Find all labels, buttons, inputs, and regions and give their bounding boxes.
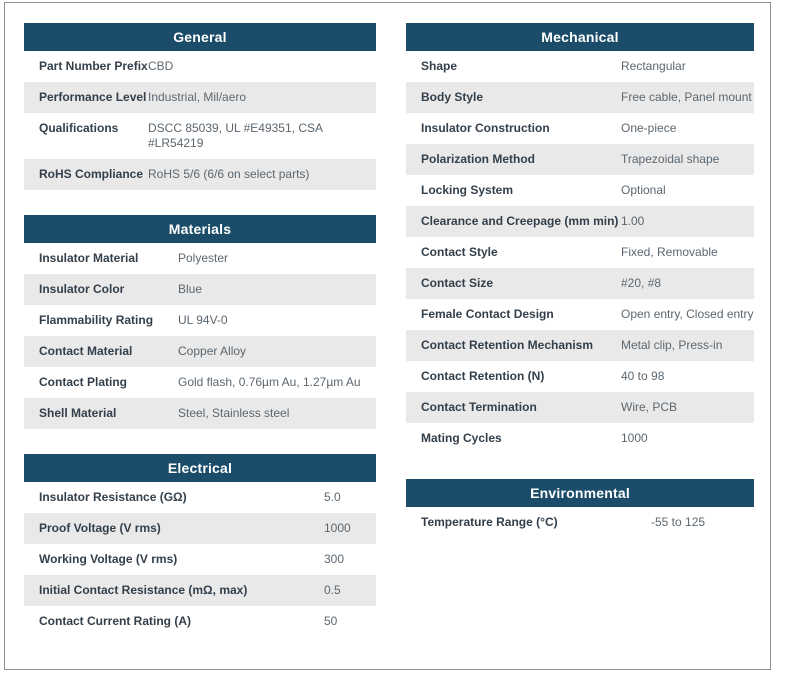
spec-value: #20, #8 [621,276,662,290]
spec-row-mechanical-12 [406,423,754,454]
spec-label: Shell Material [39,406,117,420]
spec-row-materials-2 [24,305,376,336]
spec-label: Performance Level [39,90,147,104]
spec-label: Contact Current Rating (A) [39,614,191,628]
spec-value: Polyester [178,251,229,265]
spec-label: Temperature Range (°C) [421,515,558,529]
spec-label: Body Style [421,90,484,104]
spec-label: Contact Plating [39,375,128,389]
spec-value: Optional [621,183,666,197]
spec-row-mechanical-0 [406,51,754,82]
section-title-materials: Materials [24,215,376,243]
section-title-electrical: Electrical [24,454,376,482]
spec-row-environmental-0 [406,507,754,538]
spec-label: Insulator Material [39,251,139,265]
section-environmental [406,479,754,538]
spec-sheet [4,2,771,670]
spec-value: Rectangular [621,59,686,73]
spec-label: Contact Termination [421,400,537,414]
spec-row-mechanical-4 [406,175,754,206]
spec-row-mechanical-6 [406,237,754,268]
spec-value: RoHS 5/6 (6/6 on select parts) [148,167,310,181]
spec-value: Free cable, Panel mount [621,90,752,104]
spec-row-general-2 [24,113,376,159]
spec-row-electrical-1 [24,513,376,544]
spec-row-electrical-0 [24,482,376,513]
spec-value: 50 [324,614,338,628]
spec-value: Metal clip, Press-in [621,338,723,352]
spec-value: Industrial, Mil/aero [148,90,247,104]
spec-value: 40 to 98 [621,369,665,383]
spec-value: 1000 [621,431,648,445]
spec-row-electrical-4 [24,606,376,637]
spec-value: 1000 [324,521,351,535]
spec-label: Shape [421,59,458,73]
spec-label: Female Contact Design [421,307,554,321]
spec-label: Contact Material [39,344,133,358]
spec-row-mechanical-1 [406,82,754,113]
spec-value: Blue [178,282,203,296]
spec-label: Polarization Method [421,152,535,166]
spec-value: One-piece [621,121,677,135]
spec-row-materials-0 [24,243,376,274]
spec-label: Insulator Color [39,282,125,296]
spec-label: Locking System [421,183,514,197]
spec-value: Gold flash, 0.76µm Au, 1.27µm Au [178,375,361,389]
section-title-mechanical: Mechanical [406,23,754,51]
left-column [24,23,376,669]
spec-row-mechanical-10 [406,361,754,392]
section-electrical [24,454,376,637]
spec-row-mechanical-8 [406,299,754,330]
spec-value: -55 to 125 [651,515,706,529]
right-column [406,23,754,669]
spec-row-materials-3 [24,336,376,367]
spec-row-materials-4 [24,367,376,398]
spec-row-electrical-2 [24,544,376,575]
spec-value: CBD [148,59,174,73]
spec-label: Contact Style [421,245,498,259]
spec-row-general-3 [24,159,376,190]
spec-row-mechanical-11 [406,392,754,423]
spec-label: Insulator Construction [421,121,550,135]
spec-label: Contact Size [421,276,494,290]
spec-row-electrical-3 [24,575,376,606]
section-general [24,23,376,190]
spec-value: Copper Alloy [178,344,247,358]
spec-label: Mating Cycles [421,431,502,445]
spec-label: Insulator Resistance (GΩ) [39,490,187,504]
spec-value: Open entry, Closed entry [621,307,754,321]
spec-value: Steel, Stainless steel [178,406,290,420]
spec-label: Clearance and Creepage (mm min) [421,214,619,228]
spec-label: Contact Retention Mechanism [421,338,594,352]
spec-row-general-1 [24,82,376,113]
spec-value: UL 94V-0 [178,313,228,327]
spec-label: Flammability Rating [39,313,154,327]
spec-row-materials-1 [24,274,376,305]
spec-row-mechanical-3 [406,144,754,175]
spec-label: RoHS Compliance [39,167,144,181]
spec-label: Proof Voltage (V rms) [39,521,161,535]
spec-row-mechanical-9 [406,330,754,361]
spec-value: 1.00 [621,214,645,228]
spec-label: Contact Retention (N) [421,369,545,383]
spec-value: DSCC 85039, UL #E49351, CSA #LR54219 [148,121,323,150]
spec-value: Fixed, Removable [621,245,718,259]
spec-row-mechanical-5 [406,206,754,237]
spec-value: 300 [324,552,345,566]
spec-label: Working Voltage (V rms) [39,552,178,566]
spec-value: Wire, PCB [621,400,678,414]
spec-label: Initial Contact Resistance (mΩ, max) [39,583,248,597]
spec-row-general-0 [24,51,376,82]
section-title-general: General [24,23,376,51]
spec-row-mechanical-2 [406,113,754,144]
section-mechanical [406,23,754,454]
spec-label: Qualifications [39,121,119,135]
spec-value: 5.0 [324,490,341,504]
spec-row-materials-5 [24,398,376,429]
spec-value: 0.5 [324,583,341,597]
section-materials [24,215,376,429]
spec-label: Part Number Prefix [39,59,148,73]
section-title-environmental: Environmental [406,479,754,507]
spec-row-mechanical-7 [406,268,754,299]
spec-value: Trapezoidal shape [621,152,720,166]
